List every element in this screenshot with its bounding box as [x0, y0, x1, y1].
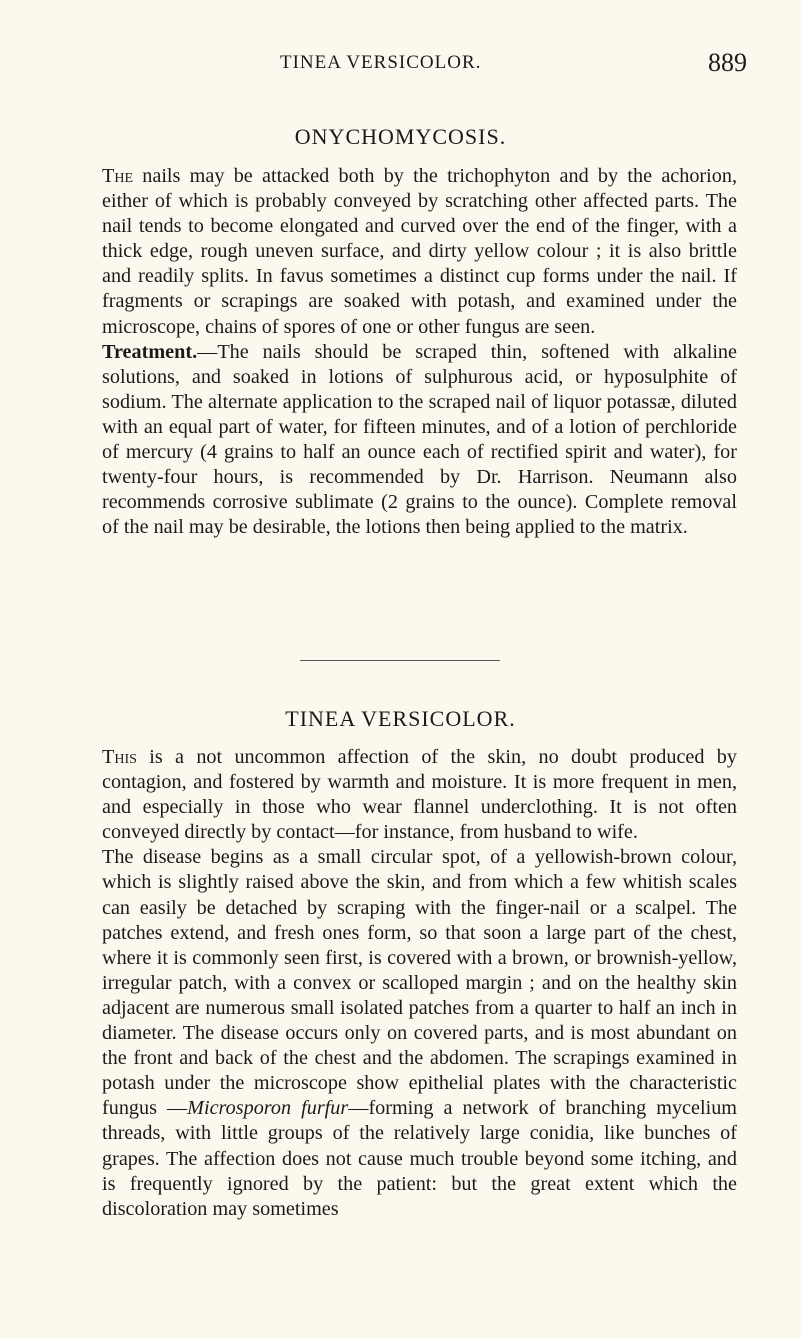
tinea-versicolor-text: [102, 745, 737, 1222]
onychomycosis-paragraph: [102, 164, 737, 340]
paragraph-body-before: The disease begins as a small circular spot, of a yellowish-brown colour, which is slightly raised above the skin, and from which a few whitish scales can easily be detached by scraping with the finger-nail or a scalpel. The patches extend, and fresh ones form, so that soon a large part of the chest, where it is commonly seen first, is covered with a brown, or brownish-yellow, irregular patch, with a convex or scalloped margin ; and on the healthy skin adjacent are numerous small isolated patches from a quarter to half an inch in diameter. The disease occurs only on covered parts, and is most abundant on the front and back of the chest and the abdomen. The scrapings examined in potash under the microscope show epithelial plates with the characteristic fungus —: [102, 846, 737, 1120]
tinea-paragraph-1: [102, 745, 737, 845]
onychomycosis-text: [102, 164, 737, 540]
page-number: 889: [708, 48, 747, 77]
tinea-paragraph-2: [102, 845, 737, 1221]
paragraph-body: nails may be attacked both by the trichophyton and by the achorion, either of which is probably conveyed by scratching other affected parts. The nail tends to become elongated and curved over the end of the finger, with a thick edge, rough uneven surface, and dirty yellow colour ; it is also brittle and readily splits. In favus sometimes a distinct cup forms under the nail. If fragments or scrapings are soaked with potash, and examined under the microscope, chains of spores of one or other fungus are seen.: [102, 165, 737, 338]
paragraph-lead: The: [102, 165, 133, 187]
section-title-onychomycosis: ONYCHOMYCOSIS.: [294, 124, 507, 149]
paragraph-body: is a not uncommon affection of the skin, no doubt produced by contagion, and fostered by warmth and moisture. It is more frequent in men, and especially in those who wear flannel underclothing. It is not often conveyed directly by contact—for instance, from husband to wife.: [102, 746, 737, 844]
paragraph-lead: This: [102, 746, 137, 768]
running-head: [0, 48, 801, 78]
fungus-name: Microsporon furfur: [187, 1097, 349, 1120]
treatment-body: —The nails should be scraped thin, softened with alkaline solutions, and soaked in lotions of sulphurous acid, or hyposulphite of sodium. The alternate application to the scraped nail of liquor potassæ, diluted with an equal part of water, for fifteen minutes, and of a lotion of perchloride of mercury (4 grains to half an ounce each of rectified spirit and water), for twenty-four hours, is recommended by Dr. Harrison. Neumann also recommends corrosive sublimate (2 grains to the ounce). Complete removal of the nail may be desirable, the lotions then being applied to the matrix.: [102, 340, 737, 539]
treatment-paragraph: [102, 340, 737, 541]
running-title: TINEA VERSICOLOR.: [280, 52, 482, 73]
paragraph-body-after: —forming a network of branching mycelium threads, with little groups of the relatively large conidia, like bunches of grapes. The affection does not cause much trouble beyond some itching, and is frequently ignored by the patient: but the great extent which the discoloration may sometimes: [102, 1097, 737, 1220]
section-divider: [300, 660, 500, 661]
treatment-label: Treatment.: [102, 340, 198, 363]
section-title-tinea-versicolor: TINEA VERSICOLOR.: [285, 706, 516, 731]
